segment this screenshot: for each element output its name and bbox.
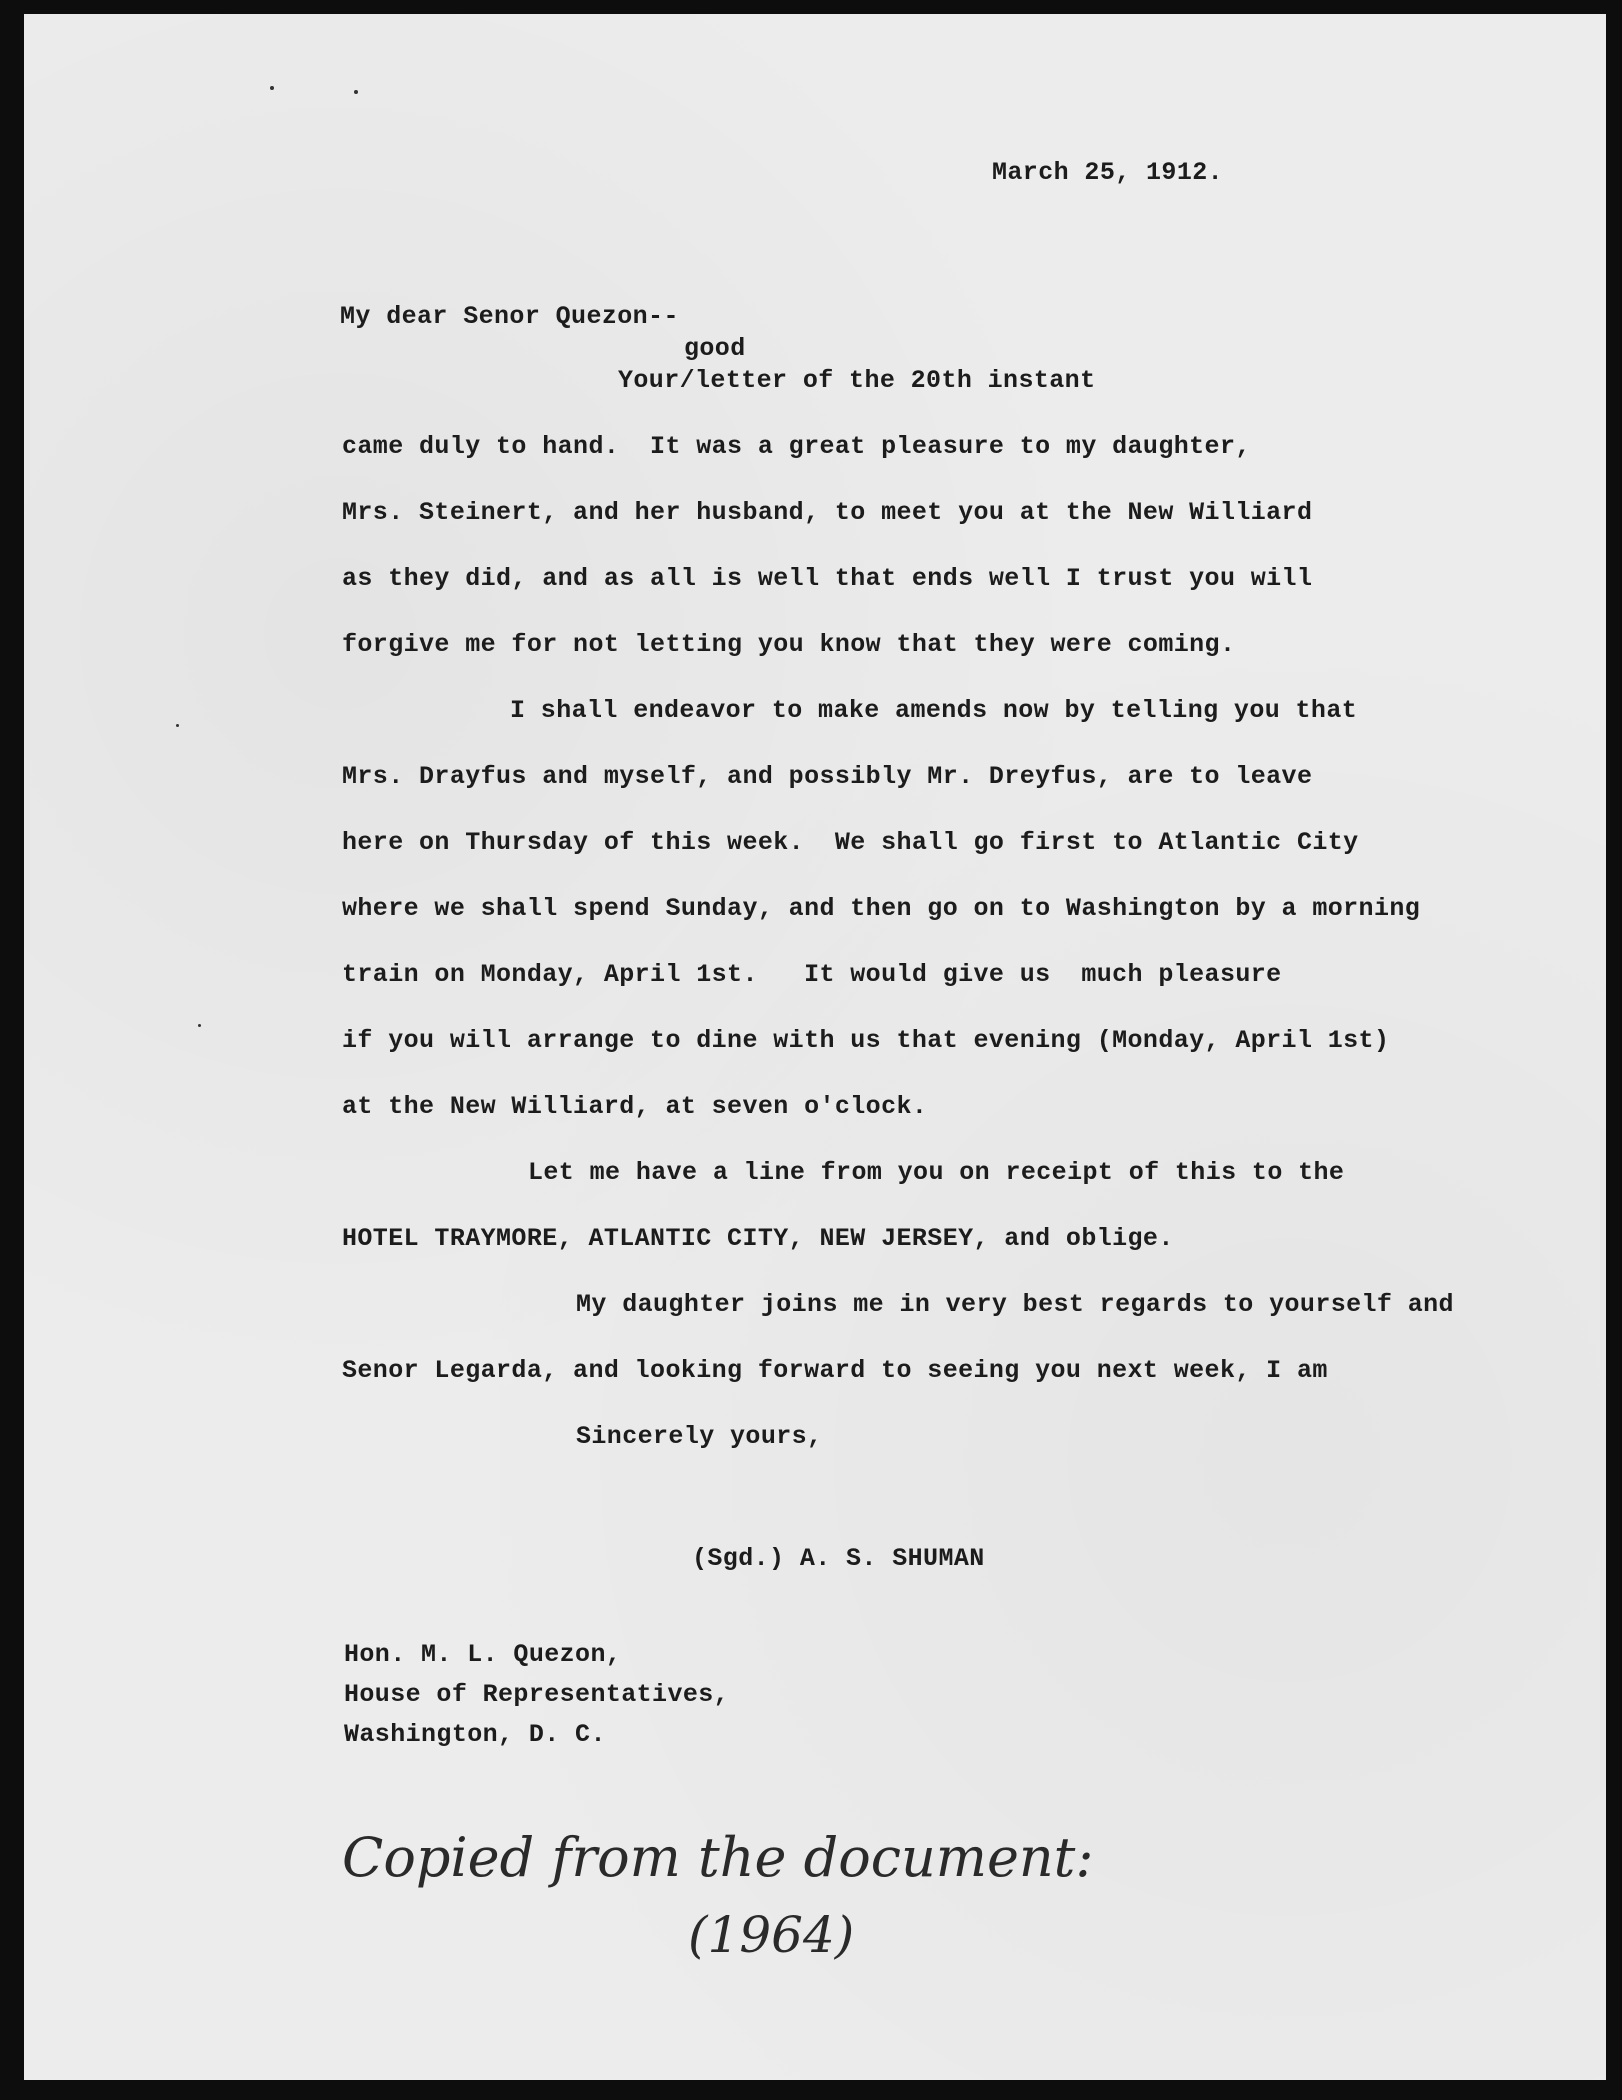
address-line: Washington, D. C. (344, 1720, 606, 1749)
body-line: Mrs. Drayfus and myself, and possibly Mr. Dreyfus, are to leave (342, 762, 1313, 791)
handwritten-year: (1964) (688, 1906, 855, 1964)
body-line: My daughter joins me in very best regards to yourself and (576, 1290, 1454, 1319)
handwritten-note: Copied from the document: (342, 1826, 1094, 1889)
paper-speck (198, 1024, 201, 1027)
body-line: at the New Williard, at seven o'clock. (342, 1092, 928, 1121)
paper-speck (176, 724, 179, 727)
body-line: if you will arrange to dine with us that evening (Monday, April 1st) (342, 1026, 1390, 1055)
body-line: here on Thursday of this week. We shall go first to Atlantic City (342, 828, 1359, 857)
signature: (Sgd.) A. S. SHUMAN (692, 1544, 985, 1573)
handwritten-insertion: good (684, 334, 746, 363)
body-line: HOTEL TRAYMORE, ATLANTIC CITY, NEW JERSEY, and oblige. (342, 1224, 1174, 1253)
address-line: Hon. M. L. Quezon, (344, 1640, 622, 1669)
body-line: Your/letter of the 20th instant (618, 366, 1096, 395)
paper-speck (354, 90, 358, 94)
letter-page (24, 14, 1606, 2080)
body-line: train on Monday, April 1st. It would give us much pleasure (342, 960, 1282, 989)
body-line: Let me have a line from you on receipt of this to the (528, 1158, 1345, 1187)
body-line: came duly to hand. It was a great pleasure to my daughter, (342, 432, 1251, 461)
paper-speck (270, 86, 274, 90)
address-line: House of Representatives, (344, 1680, 730, 1709)
body-line: I shall endeavor to make amends now by telling you that (510, 696, 1358, 725)
body-line: as they did, and as all is well that ends well I trust you will (342, 564, 1313, 593)
salutation: My dear Senor Quezon-- (340, 302, 679, 331)
body-line: forgive me for not letting you know that they were coming. (342, 630, 1236, 659)
letter-date: March 25, 1912. (992, 158, 1224, 187)
body-line: where we shall spend Sunday, and then go on to Washington by a morning (342, 894, 1421, 923)
body-line: Senor Legarda, and looking forward to seeing you next week, I am (342, 1356, 1328, 1385)
closing: Sincerely yours, (576, 1422, 823, 1451)
body-line: Mrs. Steinert, and her husband, to meet you at the New Williard (342, 498, 1313, 527)
